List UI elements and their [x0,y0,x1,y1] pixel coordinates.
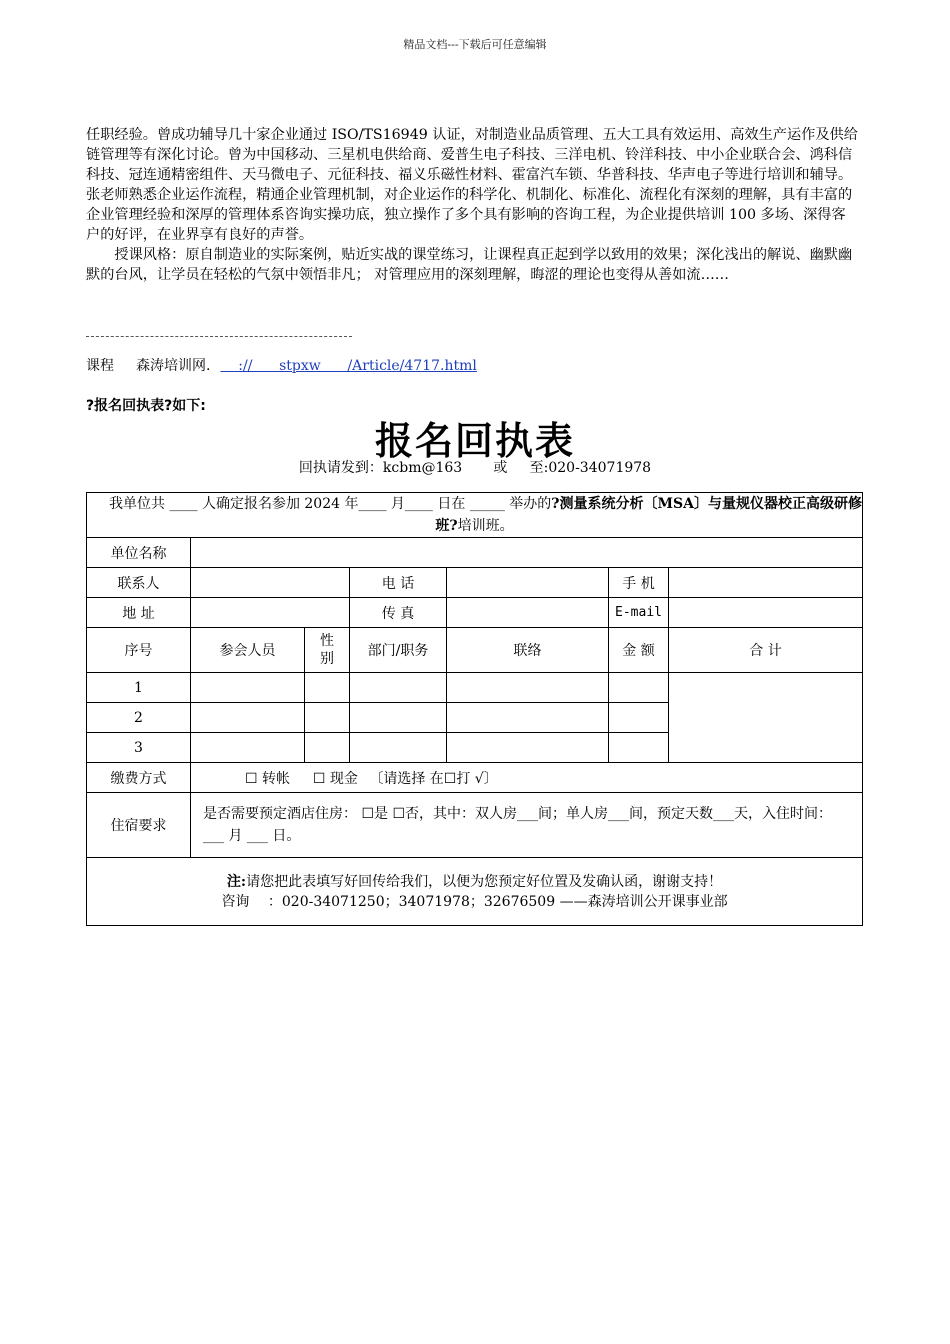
stay-options[interactable]: 是否需要预定酒店住房： ☐是 ☐否，其中：双人房___间；单人房___间，预定天数___天，入住时间：___ 月 ___ 日。 [191,793,863,858]
total-field[interactable] [669,673,863,763]
form-intro-text: 我单位共 ____ 人确定报名参加 2024 年____ 月____ 日在 _____ 举办的 [109,496,552,512]
payment-options[interactable]: ☐ 转帐 ☐ 现金 〔请选择 在☐打 √〕 [191,763,863,793]
unit-row [87,538,863,568]
contact-field[interactable] [447,673,609,703]
note-cell [87,858,863,926]
intro-paragraph-2: 授课风格：原自制造业的实际案例，贴近实战的课堂练习，让课程真正起到学以致用的效果；深化浅出的解说、幽默幽默的台风，让学员在轻松的气氛中领悟非凡； 对管理应用的深刻理解，晦涩的理论也变得从善如流…… [86,247,853,283]
amount-field[interactable] [609,703,669,733]
payment-row [87,763,863,793]
course-label: 课程 [86,358,114,374]
form-intro [87,493,863,538]
note-text: 请您把此表填写好回传给我们，以便为您预定好位置及发确认函，谢谢支持！ [246,873,723,890]
address-field[interactable] [191,598,350,628]
row-number: 3 [87,733,191,763]
col-amount: 金 额 [609,628,669,673]
course-link[interactable]: :// stpxw /Article/4717.html [220,358,477,374]
send-to-line [0,457,950,477]
tel-field[interactable] [447,568,609,598]
gender-field[interactable] [305,673,350,703]
dept-field[interactable] [350,703,447,733]
attendee-row [87,673,863,703]
mobile-label: 手 机 [609,568,669,598]
page-header: 精品文档---下载后可任意编辑 [403,38,547,51]
send-to-email: 回执请发到：kcbm@163 [298,460,463,476]
col-contact: 联络 [447,628,609,673]
send-to-phone: 至:020-34071978 [529,460,652,476]
address-label: 地 址 [87,598,191,628]
person-field[interactable] [191,673,305,703]
unit-label: 单位名称 [87,538,191,568]
col-no: 序号 [87,628,191,673]
send-to-or: 或 [493,460,508,476]
email-field[interactable] [669,598,863,628]
address-row [87,598,863,628]
registration-form [86,492,863,926]
dept-field[interactable] [350,733,447,763]
consult-line: 咨询 ：020-34071250；34071978；32676509 ——森涛培训公开课事业部 [221,893,728,910]
stay-row [87,793,863,858]
contact-field[interactable] [191,568,350,598]
gender-field[interactable] [305,703,350,733]
tel-label: 电 话 [350,568,447,598]
contact-row [87,568,863,598]
registration-label: ?报名回执表?如下: [86,398,206,414]
attendee-header-row [87,628,863,673]
note-row [87,858,863,926]
row-number: 2 [87,703,191,733]
dept-field[interactable] [350,673,447,703]
form-intro-row [87,493,863,538]
stay-label: 住宿要求 [87,793,191,858]
note-label: 注: [226,873,247,890]
intro-paragraph-1: 任职经验。曾成功辅导几十家企业通过 ISO/TS16949 认证，对制造业品质管理、五大工具有效运用、高效生产运作及供给链管理等有深化讨论。曾为中国移动、三星机电供给商、爱普生电子科技、三洋电机、铃洋科技、中小企业联合会、鸿科信科技、冠连通精密组件、天马微电子、元征科技、福义乐磁性材料、霍富汽车锁、华普科技、华声电子等进行培训和辅导。张老师熟悉企业运作流程，精通企业管理机制，对企业运作的科学化、机制化、标准化、流程化有深刻的理解，具有丰富的企业管理经验和深厚的管理体系咨询实操功底，独立操作了多个具有影响的咨询工程，为企业提供培训 100 多场、深得客户的好评，在业界享有良好的声誉。 [86,127,858,243]
page-title: 报名回执表 [374,418,575,463]
fax-label: 传 真 [350,598,447,628]
person-field[interactable] [191,733,305,763]
amount-field[interactable] [609,673,669,703]
intro-text [86,125,858,285]
fax-field[interactable] [447,598,609,628]
payment-label: 缴费方式 [87,763,191,793]
mobile-field[interactable] [669,568,863,598]
col-person: 参会人员 [191,628,305,673]
divider [86,336,352,337]
col-dept: 部门/职务 [350,628,447,673]
form-intro-suffix: 培训班。 [457,518,514,534]
course-name: ?测量系统分析〔MSA〕与量规仪器校正高级研修班? [435,496,862,534]
amount-field[interactable] [609,733,669,763]
col-total: 合 计 [669,628,863,673]
person-field[interactable] [191,703,305,733]
contact-field[interactable] [447,703,609,733]
course-line [86,355,477,375]
contact-field[interactable] [447,733,609,763]
unit-field[interactable] [191,538,863,568]
row-number: 1 [87,673,191,703]
course-site: 森涛培训网. [136,358,211,374]
email-label: E-mail [609,598,669,628]
col-gender: 性别 [305,628,350,673]
gender-field[interactable] [305,733,350,763]
contact-label: 联系人 [87,568,191,598]
